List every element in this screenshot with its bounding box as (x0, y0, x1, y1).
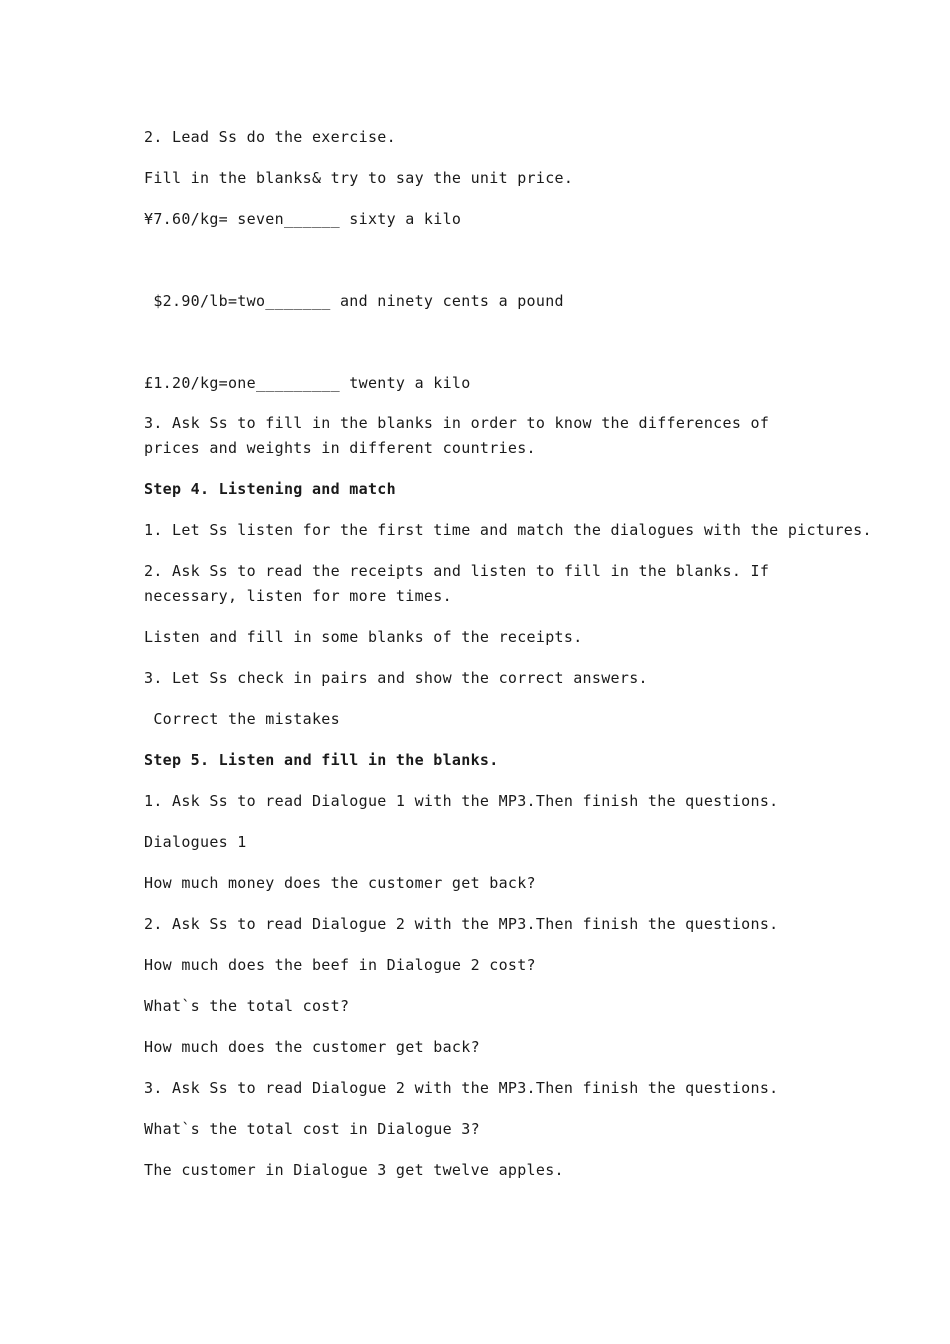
dialogue-item-1: 1. Ask Ss to read Dialogue 1 with the MP3.Then finish the questions. (144, 792, 779, 810)
exercise-step-2: 2. Lead Ss do the exercise. (144, 128, 396, 146)
statement-text: The customer in Dialogue 3 get twelve apples. (144, 1161, 564, 1179)
question-text: What`s the total cost in Dialogue 3? (144, 1120, 480, 1138)
question-text: What`s the total cost? (144, 997, 350, 1015)
listening-item-1: 1. Let Ss listen for the first time and match the dialogues with the pictures. (144, 521, 872, 539)
dialogue-item-2: 2. Ask Ss to read Dialogue 2 with the MP3.Then finish the questions. (144, 915, 779, 933)
correct-mistakes-text: Correct the mistakes (144, 710, 340, 728)
section-heading-step-4: Step 4. Listening and match (144, 480, 396, 498)
price-item-yuan: ¥7.60/kg= seven______ sixty a kilo (144, 210, 462, 228)
listening-instruction: Listen and fill in some blanks of the receipts. (144, 628, 583, 646)
section-heading-step-5: Step 5. Listen and fill in the blanks. (144, 751, 499, 769)
instruction-text: Fill in the blanks& try to say the unit price. (144, 169, 574, 187)
question-text: How much does the customer get back? (144, 1038, 480, 1056)
dialogue-label-1: Dialogues 1 (144, 833, 247, 851)
question-text: How much does the beef in Dialogue 2 cost? (144, 956, 536, 974)
price-item-dollar: $2.90/lb=two_______ and ninety cents a pound (144, 292, 564, 310)
price-item-pound: £1.20/kg=one_________ twenty a kilo (144, 374, 471, 392)
exercise-step-3: 3. Ask Ss to fill in the blanks in order to know the differences of prices and weights in different countries. (144, 414, 770, 457)
dialogue-item-3: 3. Ask Ss to read Dialogue 2 with the MP3.Then finish the questions. (144, 1079, 779, 1097)
listening-item-3: 3. Let Ss check in pairs and show the correct answers. (144, 669, 648, 687)
listening-item-2: 2. Ask Ss to read the receipts and listen to fill in the blanks. If necessary, listen for more times. (144, 562, 770, 605)
question-text: How much money does the customer get back? (144, 874, 536, 892)
